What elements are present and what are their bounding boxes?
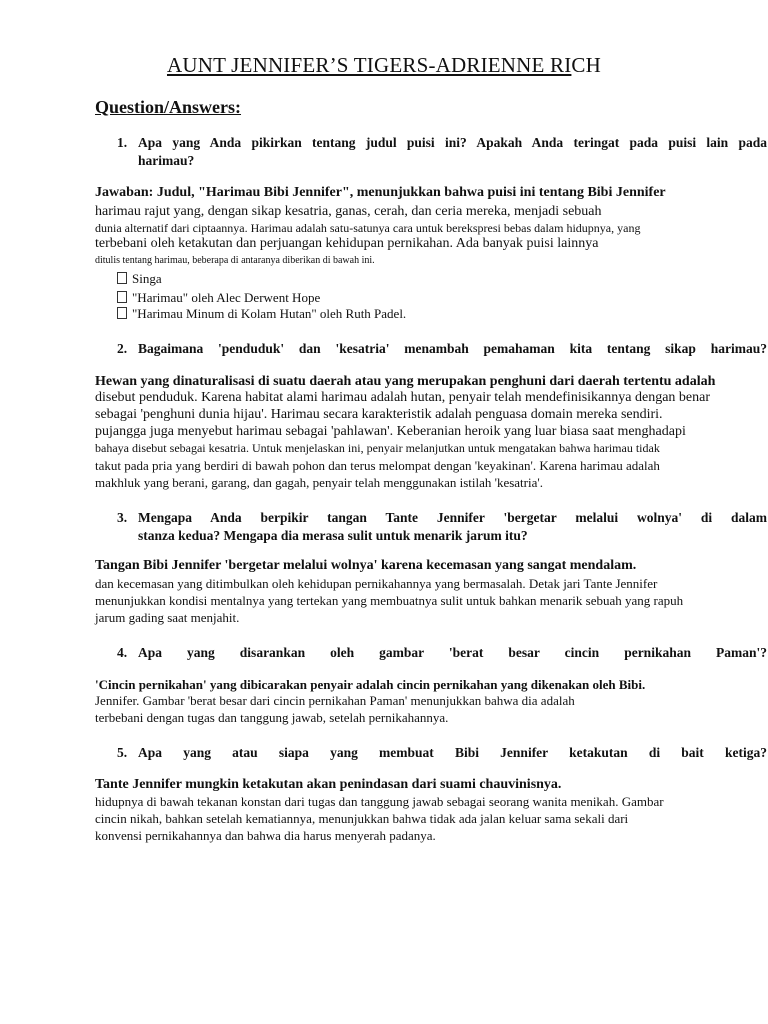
question-number: 2. [117,341,128,356]
question-text: Mengapa Anda berpikir tangan Tante Jennifer 'bergetar melalui wolnya' di dalam [138,510,767,525]
question-text: Apa yang disarankan oleh gambar 'berat besar cincin pernikahan Paman'? [138,645,767,660]
question-number: 3. [117,510,128,525]
question-text: stanza kedua? Mengapa dia merasa sulit untuk menarik jarum itu? [138,528,528,543]
question-3 [117,509,767,545]
answer-2-line: Hewan yang dinaturalisasi di suatu daerah atau yang merupakan penghuni dari daerah tertentu adalah [95,374,716,389]
question-number: 1. [117,135,128,150]
answer-2-line: disebut penduduk. Karena habitat alami harimau adalah hutan, penyair telah mendefinisikannya dengan benar [95,390,710,405]
question-5 [117,744,767,762]
list-item [117,290,320,306]
answer-5-line: Tante Jennifer mungkin ketakutan akan penindasan dari suami chauvinisnya. [95,777,562,792]
answer-1-line: terbebani oleh ketakutan dan perjuangan kehidupan pernikahan. Ada banyak puisi lainnya [95,236,599,251]
answer-4-line: Jennifer. Gambar 'berat besar dari cincin pernikahan Paman' menunjukkan bahwa dia adalah [95,693,575,708]
question-text: Bagaimana 'penduduk' dan 'kesatria' menambah pemahaman kita tentang sikap harimau? [138,341,767,356]
answer-2-line: makhluk yang berani, garang, dan gagah, penyair telah menggunakan istilah 'kesatria'. [95,475,543,490]
answer-2-line: bahaya disebut sebagai kesatria. Untuk menjelaskan ini, penyair melanjutkan untuk mengatakan bahwa harimau tidak [95,441,660,455]
answer-1-line: harimau rajut yang, dengan sikap kesatria, ganas, cerah, dan ceria mereka, menjadi sebuah [95,204,602,219]
answer-1-line: ditulis tentang harimau, beberapa di antaranya diberikan di bawah ini. [95,255,375,266]
answer-1-line: Jawaban: Judul, "Harimau Bibi Jennifer", menunjukkan bahwa puisi ini tentang Bibi Jennifer [95,185,666,200]
document-title [0,53,768,78]
answer-5-line: cincin nikah, bahkan setelah kematiannya, menunjukkan bahwa tidak ada jalan keluar sama sekali dari [95,811,629,826]
question-2 [117,340,767,358]
section-heading: Question/Answers: [95,97,242,117]
checkbox-glyph-icon [117,272,127,284]
answer-2-line: pujangga juga menyebut harimau sebagai 'pahlawan'. Keberanian heroik yang luar biasa saat menghadapi [95,424,686,439]
list-item-text: Singa [132,271,162,286]
question-text: harimau? [138,153,195,168]
checkbox-glyph-icon [117,307,127,319]
answer-5-line: hidupnya di bawah tekanan konstan dari tugas dan tanggung jawab sebagai seorang wanita menikah. Gambar [95,794,664,809]
question-text: Apa yang Anda pikirkan tentang judul puisi ini? Apakah Anda teringat pada puisi lain pada [138,135,767,150]
answer-5-line: konvensi pernikahannya dan bahwa dia harus menyerah padanya. [95,828,436,843]
question-text: Apa yang atau siapa yang membuat Bibi Jennifer ketakutan di bait ketiga? [138,745,767,760]
answer-4-line: 'Cincin pernikahan' yang dibicarakan penyair adalah cincin pernikahan yang dikenakan oleh Bibi. [95,677,646,692]
list-item-text: "Harimau Minum di Kolam Hutan" oleh Ruth Padel. [132,306,407,321]
answer-1-line: dunia alternatif dari ciptaannya. Harimau adalah satu-satunya cara untuk berekspresi bebas dalam hidupnya, yang [95,221,641,235]
question-1 [117,134,767,170]
list-item [117,271,162,287]
answer-2-line: sebagai 'penghuni dunia hijau'. Harimau secara karakteristik adalah penguasa domain mereka sendiri. [95,407,663,422]
question-4 [117,644,767,662]
question-number: 4. [117,645,128,660]
answer-3-line: jarum gading saat menjahit. [95,610,240,625]
list-item-text: "Harimau" oleh Alec Derwent Hope [132,290,321,305]
answer-2-line: takut pada pria yang berdiri di bawah pohon dan terus melompat dengan 'keyakinan'. Karena harimau adalah [95,458,660,473]
answer-4-line: terbebani dengan tugas dan tanggung jawab, setelah pernikahannya. [95,710,449,725]
answer-3-line: dan kecemasan yang ditimbulkan oleh kehidupan pernikahannya yang bermasalah. Detak jari Tante Jennifer [95,576,658,591]
checkbox-glyph-icon [117,291,127,303]
answer-3-line: menunjukkan kondisi mentalnya yang tertekan yang membuatnya sulit untuk bahkan menarik sebuah yang rapuh [95,593,684,608]
document-title-underlined: AUNT JENNIFER’S TIGERS-ADRIENNE RI [166,53,572,77]
list-item [117,306,406,322]
question-number: 5. [117,745,128,760]
answer-3-line: Tangan Bibi Jennifer 'bergetar melalui wolnya' karena kecemasan yang sangat mendalam. [95,558,637,573]
document-title-rest: CH [571,53,601,77]
